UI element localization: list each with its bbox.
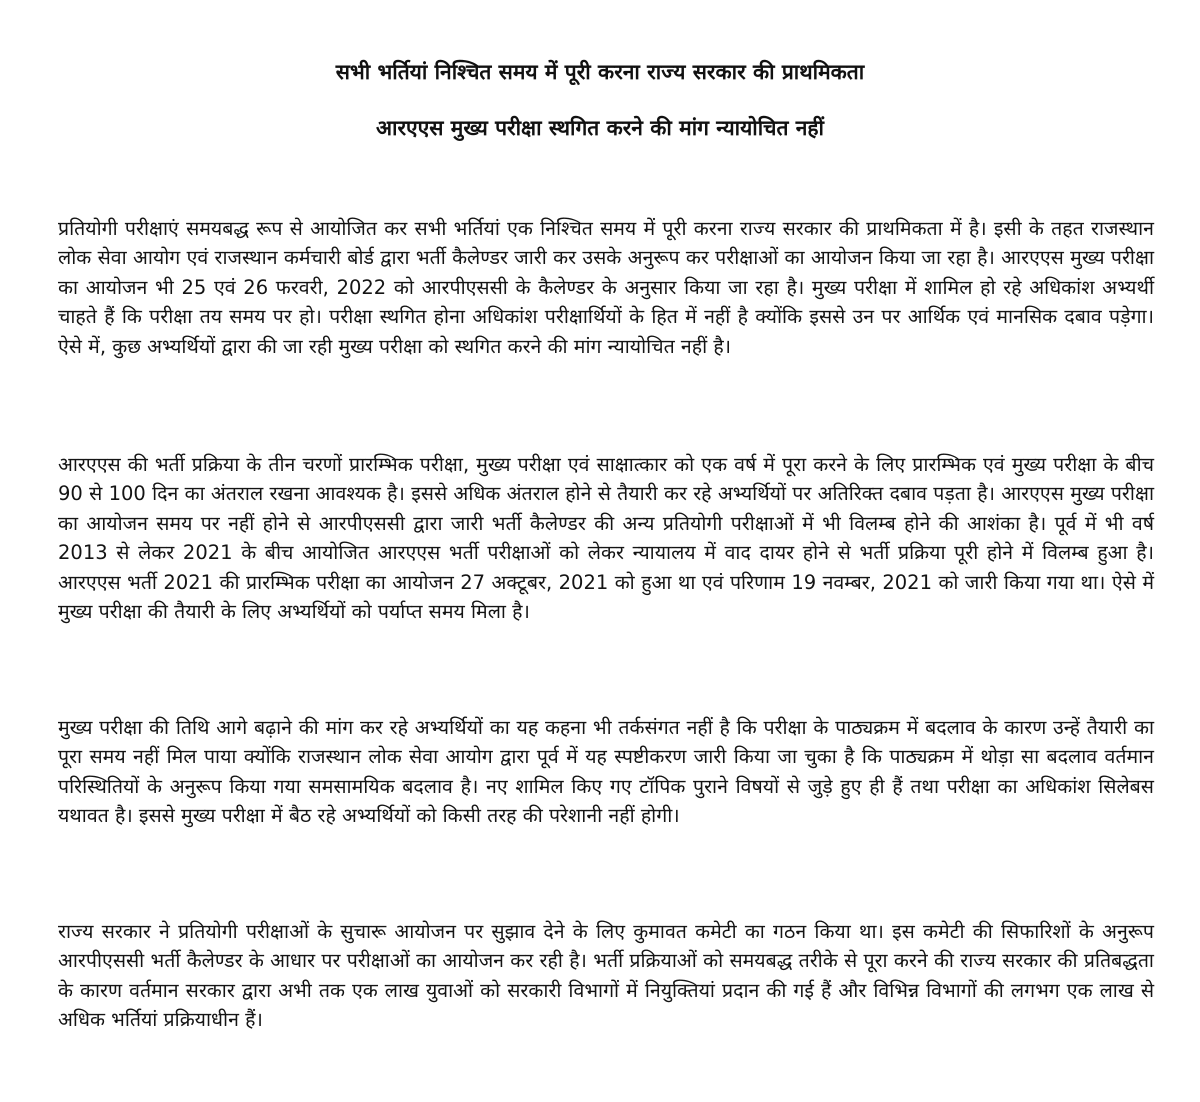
document-title: सभी भर्तियां निश्चित समय में पूरी करना राज्य सरकार की प्राथमिकता xyxy=(335,60,865,84)
paragraph-4: राज्य सरकार ने प्रतियोगी परीक्षाओं के सुचारू आयोजन पर सुझाव देने के लिए कुमावत कमेटी का गठन किया था। इस कमेटी की सिफारिशों के अनुरूप आरपीएससी भर्ती कैलेण्डर के आधार पर परीक्षाओं का आयोजन कर रही है। भर्ती प्रक्रियाओं को समयबद्ध तरीके से पूरा करने की राज्य सरकार की प्रतिबद्धता के कारण वर्तमान सरकार द्वारा अभी तक एक लाख युवाओं को सरकारी विभागों में नियुक्तियां प्रदान की गई हैं और विभिन्न विभागों की लगभग एक लाख से अधिक भर्तियां प्रक्रियाधीन हैं। xyxy=(58,920,1154,1032)
document-subtitle: आरएएस मुख्य परीक्षा स्थगित करने की मांग न्यायोचित नहीं xyxy=(375,116,824,140)
paragraph-3: मुख्य परीक्षा की तिथि आगे बढ़ाने की मांग कर रहे अभ्यर्थियों का यह कहना भी तर्कसंगत नहीं है कि परीक्षा के पाठ्यक्रम में बदलाव के कारण उन्हें तैयारी का पूरा समय नहीं मिल पाया क्योंकि राजस्थान लोक सेवा आयोग द्वारा पूर्व में यह स्पष्टीकरण जारी किया जा चुका है कि पाठ्यक्रम में थोड़ा सा बदलाव वर्तमान परिस्थितियों के अनुरूप किया गया समसामयिक बदलाव है। नए शामिल किए गए टॉपिक पुराने विषयों से जुड़े हुए ही हैं तथा परीक्षा का अधिकांश सिलेबस यथावत है। इससे मुख्य परीक्षा में बैठ रहे अभ्यर्थियों को किसी तरह की परेशानी नहीं होगी। xyxy=(58,716,1154,828)
paragraph-1: प्रतियोगी परीक्षाएं समयबद्ध रूप से आयोजित कर सभी भर्तियां एक निश्चित समय में पूरी करना राज्य सरकार की प्राथमिकता में है। इसी के तहत राजस्थान लोक सेवा आयोग एवं राजस्थान कर्मचारी बोर्ड द्वारा भर्ती कैलेण्डर जारी कर उसके अनुरूप कर परीक्षाओं का आयोजन किया जा रहा है। आरएएस मुख्य परीक्षा का आयोजन भी 25 एवं 26 फरवरी, 2022 को आरपीएससी के कैलेण्डर के अनुसार किया जा रहा है। मुख्य परीक्षा में शामिल हो रहे अधिकांश अभ्यर्थी चाहते हैं कि परीक्षा तय समय पर हो। परीक्षा स्थगित होना अधिकांश परीक्षार्थियों के हित में नहीं है क्योंकि इससे उन पर आर्थिक एवं मानसिक दबाव पड़ेगा। ऐसे में, कुछ अभ्यर्थियों द्वारा की जा रही मुख्य परीक्षा को स्थगित करने की मांग न्यायोचित नहीं है। xyxy=(58,217,1154,358)
paragraph-2: आरएएस की भर्ती प्रक्रिया के तीन चरणों प्रारम्भिक परीक्षा, मुख्य परीक्षा एवं साक्षात्कार को एक वर्ष में पूरा करने के लिए प्रारम्भिक एवं मुख्य परीक्षा के बीच 90 से 100 दिन का अंतराल रखना आवश्यक है। इससे अधिक अंतराल होने से तैयारी कर रहे अभ्यर्थियों पर अतिरिक्त दबाव पड़ता है। आरएएस मुख्य परीक्षा का आयोजन समय पर नहीं होने से आरपीएससी द्वारा जारी भर्ती कैलेण्डर की अन्य प्रतियोगी परीक्षाओं में भी विलम्ब होने की आशंका है। पूर्व में भी वर्ष 2013 से लेकर 2021 के बीच आयोजित आरएएस भर्ती परीक्षाओं को लेकर न्यायालय में वाद दायर होने से भर्ती प्रक्रिया पूरी होने में विलम्ब हुआ है। आरएएस भर्ती 2021 की प्रारम्भिक परीक्षा का आयोजन 27 अक्टूबर, 2021 को हुआ था एवं परिणाम 19 नवम्बर, 2021 को जारी किया गया था। ऐसे में मुख्य परीक्षा की तैयारी के लिए अभ्यर्थियों को पर्याप्त समय मिला है। xyxy=(58,453,1154,624)
